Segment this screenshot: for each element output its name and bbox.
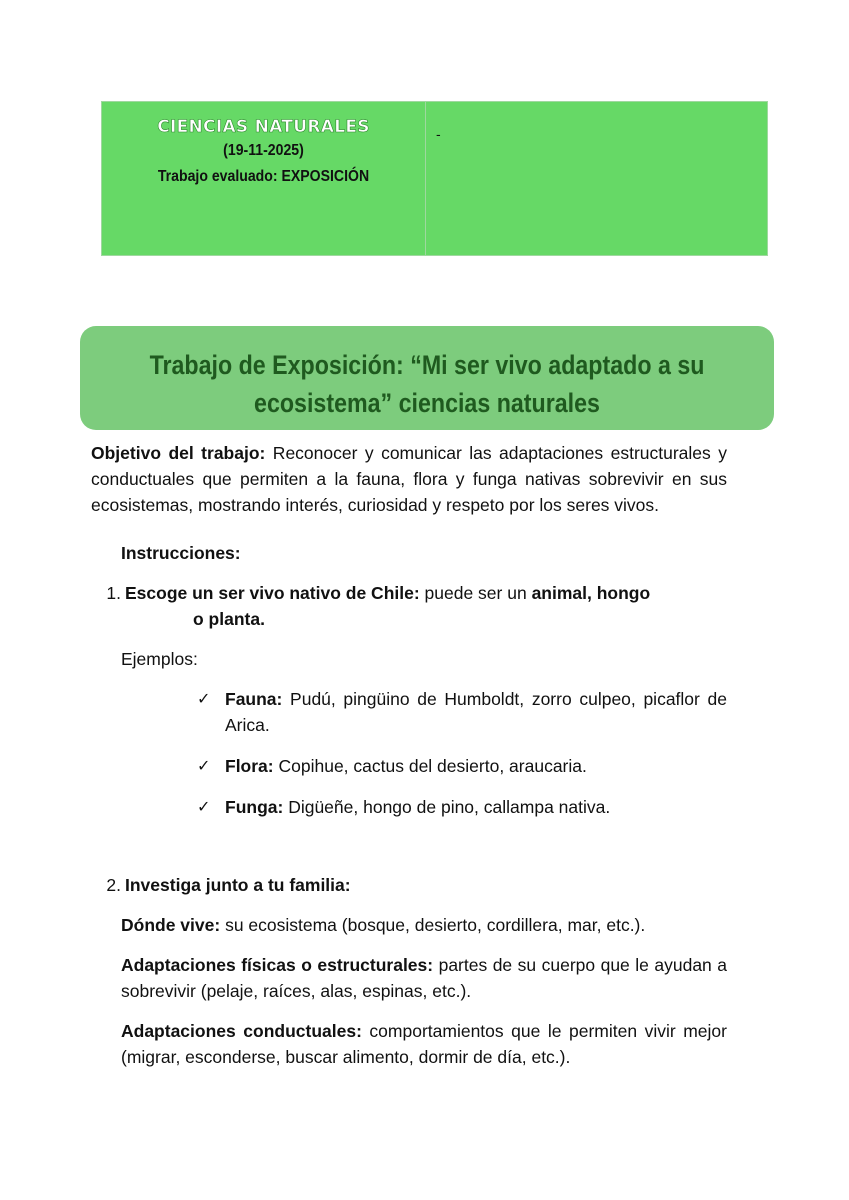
step-2-item-where <box>121 912 727 938</box>
evaluation-label: Trabajo evaluado: <box>157 168 278 185</box>
checkmark-icon: ✓ <box>197 756 211 775</box>
item-text: su ecosistema (bosque, desierto, cordillera, mar, etc.). <box>220 915 646 935</box>
step-1-bold-tail-b: o planta. <box>193 609 265 629</box>
step-1-content <box>121 580 727 632</box>
banner-title-line-1: Trabajo de Exposición: “Mi ser vivo adaptado a su <box>149 350 705 380</box>
step-2-number: 2. <box>106 875 121 895</box>
item-text: comportamientos que le permiten vivir mejor (migrar, esconderse, buscar alimento, dormir de día, etc.). <box>121 1021 727 1067</box>
header-title-cell <box>102 102 426 255</box>
instructions-heading: Instrucciones: <box>121 543 241 563</box>
example-text: Copihue, cactus del desierto, araucaria. <box>273 756 587 776</box>
header-table <box>101 101 768 256</box>
title-banner <box>80 326 774 430</box>
step-2-item-behavioral <box>121 1018 727 1070</box>
evaluation-value: EXPOSICIÓN <box>281 168 370 185</box>
header-right-cell <box>426 102 767 255</box>
step-2-item-physical <box>121 952 727 1004</box>
date-line: (19-11-2025) <box>223 142 304 159</box>
item-label: Adaptaciones conductuales: <box>121 1021 362 1041</box>
list-item <box>197 686 727 738</box>
example-text: Pudú, pingüino de Humboldt, zorro culpeo, picaflor de Arica. <box>225 689 727 735</box>
examples-label: Ejemplos: <box>121 649 198 669</box>
objective-paragraph <box>91 440 727 518</box>
step-2-label: Investiga junto a tu familia: <box>125 875 351 895</box>
evaluation-line <box>121 164 405 190</box>
document-body <box>91 440 727 1070</box>
objective-text: Reconocer y comunicar las adaptaciones estructurales y conductuales que permiten a la fauna, flora y funga nativas sobrevivir en sus ecosistemas, mostrando interés, curiosidad y respeto por los seres vivos. <box>91 443 727 515</box>
example-label: Flora: <box>225 756 274 776</box>
item-label: Dónde vive: <box>121 915 221 935</box>
step-1 <box>91 580 727 632</box>
step-1-number: 1. <box>106 583 121 603</box>
item-label: Adaptaciones físicas o estructurales: <box>121 955 434 975</box>
checkmark-icon: ✓ <box>197 689 211 708</box>
step-2-content <box>121 872 727 898</box>
examples-list <box>91 686 727 820</box>
banner-title-line-2: ecosistema” ciencias naturales <box>254 388 600 418</box>
example-text: Digüeñe, hongo de pino, callampa nativa. <box>283 797 611 817</box>
objective-label: Objetivo del trabajo: <box>91 443 266 463</box>
step-1-bold-tail-a: animal, hongo <box>531 583 651 603</box>
step-1-label: Escoge un ser vivo nativo de Chile: <box>125 583 420 603</box>
right-cell-text: - <box>436 126 441 142</box>
example-label: Funga: <box>225 797 284 817</box>
example-label: Fauna: <box>225 689 283 709</box>
list-item <box>197 794 727 820</box>
step-1-text: puede ser un <box>419 583 532 603</box>
item-text: partes de su cuerpo que le ayudan a sobrevivir (pelaje, raíces, alas, espinas, etc.). <box>121 955 727 1001</box>
step-2 <box>91 872 727 898</box>
list-item <box>197 753 727 779</box>
checkmark-icon: ✓ <box>197 797 211 816</box>
subject-title: CIENCIAS NATURALES <box>157 117 370 137</box>
